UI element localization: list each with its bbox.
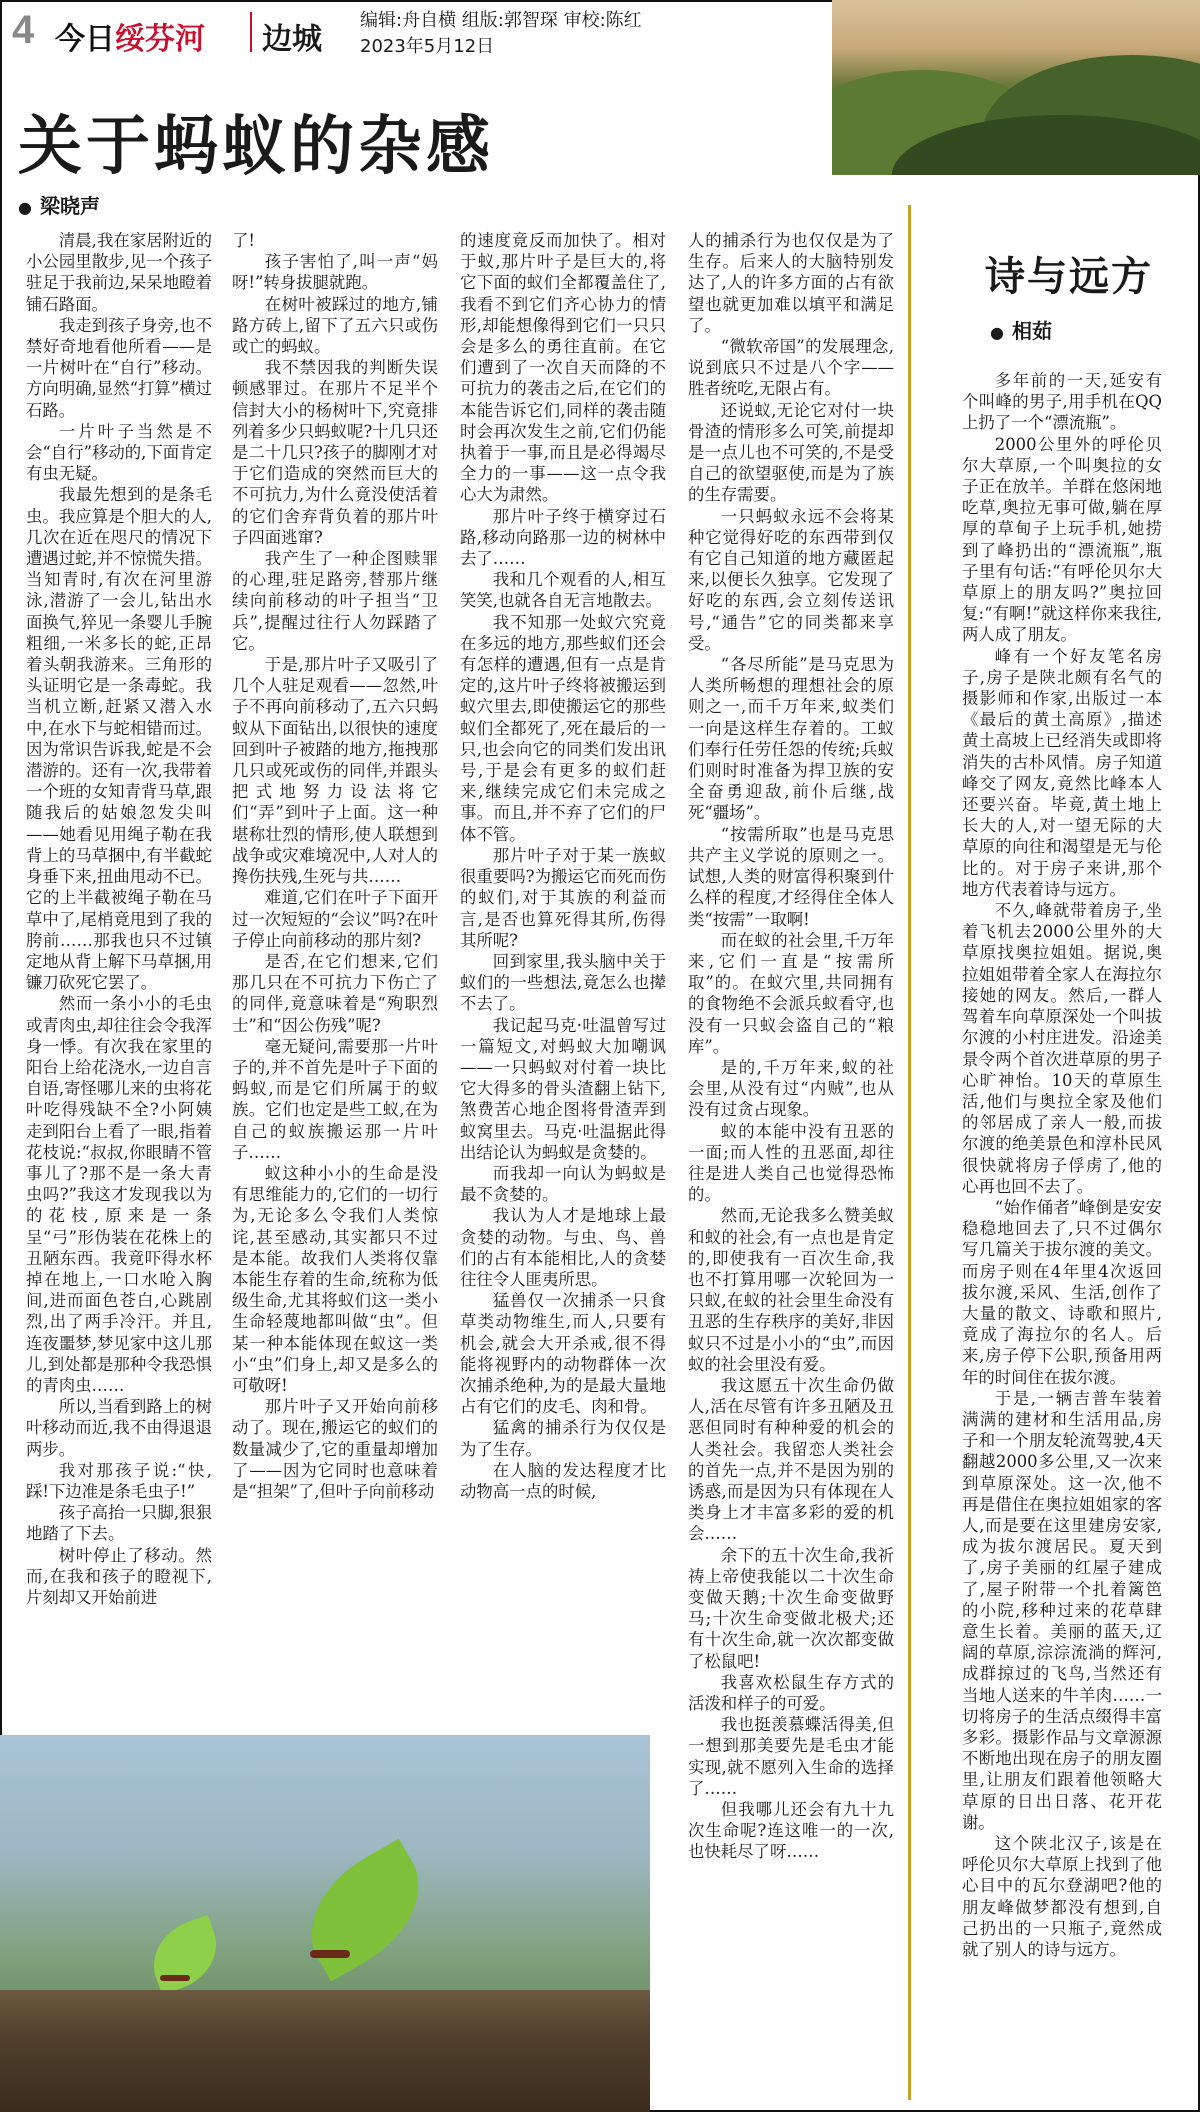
article-paragraph: 猛禽的捕杀行为仅仅是为了生存。 — [460, 1418, 666, 1459]
editorial-credits — [360, 8, 642, 60]
poem-paragraph: 这个陕北汉子,该是在呼伦贝尔大草原上找到了他心目中的瓦尔登湖吧?他的朋友峰做梦都没有想到,自己扔出的一只瓶子,竟然成就了别人的诗与远方。 — [962, 1834, 1162, 1960]
article-paragraph: 的速度竟反而加快了。相对于蚁,那片叶子是巨大的,将它下面的蚁们全都覆盖住了,我看不到它们齐心协力的情形,却能想像得到它们一只只会是多么的勇往直前。在它们遭到了一次自天而降的不可抗力的袭击之后,在它们的本能告诉它们,同样的袭击随时会再次发生之前,它们仍能执着于一事,而且是必得竭尽全力的一事——这一点令我心大为肃然。 — [460, 231, 666, 505]
issue-date: 2023年5月12日 — [360, 36, 495, 57]
article-paragraph: 是的,千万年来,蚁的社会里,从没有过“内贼”,也从没有过贪占现象。 — [688, 1057, 894, 1120]
article-paragraph: 我不知那一处蚁穴究竟在多远的地方,那些蚁们还会有怎样的遭遇,但有一点是肯定的,这片叶子终将被搬运到蚁穴里去,即使搬运它的那些蚁们全都死了,死在最后的一只,也会向它的同类们发出讯号,于是会有更多的蚁们赶来,继续完成它们未完成之事。而且,并不弃了它们的尸体不管。 — [460, 612, 666, 844]
article-column-1 — [26, 230, 212, 1700]
newspaper-brand: 绥芬河 — [115, 22, 205, 57]
branch-in-photo — [0, 1990, 650, 2112]
article-paragraph: 我认为人才是地球上最贪婪的动物。与虫、鸟、兽们的占有本能相比,人的贪婪往往令人匪夷所思。 — [460, 1206, 666, 1289]
poem-column — [962, 370, 1162, 2090]
article-paragraph: 我喜欢松鼠生存方式的活泼和样子的可爱。 — [688, 1672, 894, 1714]
credits-line: 编辑:舟自横 组版:郭智琛 审校:陈红 — [360, 10, 642, 31]
article-paragraph: 我和几个观看的人,相互笑笑,也就各自无言地散去。 — [460, 570, 666, 611]
article-paragraph: 在人脑的发达程度才比动物高一点的时候, — [460, 1460, 666, 1501]
article-paragraph: 我不禁因我的判断失误顿感罪过。在那片不足半个信封大小的杨树叶下,究竟排列着多少只蚂蚁呢?十几只还是二十几只?孩子的脚刚才对于它们造成的突然而巨大的不可抗力,为什么竟没使活着的它们舍弃背负着的那片叶子四面逃窜? — [232, 358, 438, 547]
poem-paragraph: “始作俑者”峰倒是安安稳稳地回去了,只不过偶尔写几篇关于拔尔渡的美文。而房子则在4年里4次返回拔尔渡,采风、生活,创作了大量的散文、诗歌和照片,竟成了海拉尔的名人。后来,房子停下公职,预备用两年的时间住在拔尔渡。 — [962, 1197, 1162, 1387]
header-divider — [250, 12, 252, 52]
poem-byline: ● 相茹 — [990, 315, 1052, 344]
poem-section-title: 诗与远方 — [985, 253, 1153, 300]
article-paragraph: 而我却一向认为蚂蚁是最不贪婪的。 — [460, 1163, 666, 1205]
article-paragraph: 孩子害怕了,叫一声“妈呀!”转身拔腿就跑。 — [232, 252, 438, 293]
article-paragraph: 在树叶被踩过的地方,铺路方砖上,留下了五六只或伤或亡的蚂蚁。 — [232, 294, 438, 357]
article-paragraph: 蚁的本能中没有丑恶的一面;而人性的丑恶面,却往往是进人类自己也觉得恐怖的。 — [688, 1121, 894, 1205]
article-paragraph: 余下的五十次生命,我祈祷上帝使我能以二十次生命变做天鹅;十次生命变做野马;十次生命变做北极犬;还有十次生命,就一次次都变做了松鼠吧! — [688, 1545, 894, 1671]
article-paragraph: 我走到孩子身旁,也不禁好奇地看他所看——是一片树叶在“自行”移动。方向明确,显然“打算”横过石路。 — [26, 315, 212, 420]
article-paragraph: 然而,无论我多么赞美蚁和蚁的社会,有一点也是肯定的,即使我有一百次生命,我也不打算用哪一次轮回为一只蚁,在蚁的社会里生命没有丑恶的生存秩序的美好,非因蚁只不过是小小的“虫”,而因蚁的社会里没有爱。 — [688, 1206, 894, 1374]
article-paragraph: 我这愿五十次生命仍做人,活在尽管有许多丑陋及丑恶但同时有种种爱的机会的人类社会。我留恋人类社会的首先一点,并不是因为别的诱惑,而是因为只有体现在人类身上才丰富多彩的爱的机会…… — [688, 1375, 894, 1544]
article-paragraph: 我产生了一种企图赎罪的心理,驻足路旁,替那片继续向前移动的叶子担当“卫兵”,提醒过往行人勿踩踏了它。 — [232, 549, 438, 653]
article-title: 关于蚂蚁的杂感 — [18, 110, 494, 184]
poem-paragraph: 峰有一个好友笔名房子,房子是陕北颇有名气的摄影师和作家,出版过一本《最后的黄土高原》,描述黄土高坡上已经消失或即将消失的古朴风情。房子知道峰交了网友,竟然比峰本人还要兴奋。毕竟,黄土地上长大的人,对一望无际的大草原的向往和渴望是无与伦比的。对于房子来讲,那个地方代表着诗与远方。 — [962, 646, 1162, 899]
article-paragraph: 而在蚁的社会里,千万年来,它们一直是“按需所取”的。在蚁穴里,共同拥有的食物绝不会派兵蚁看守,也没有一只蚁会盗自己的“粮库”。 — [688, 930, 894, 1056]
article-paragraph: 回到家里,我头脑中关于蚁们的一些想法,竟怎么也撵不去了。 — [460, 951, 666, 1014]
section-name: 边城 — [262, 22, 322, 57]
article-paragraph: 人的捕杀行为也仅仅是为了生存。后来人的大脑特别发达了,人的许多方面的占有欲望也就更加难以填平和满足了。 — [688, 231, 894, 335]
article-column-4 — [688, 230, 894, 2100]
article-paragraph: 我也挺羡慕蝶活得美,但一想到那美要先是毛虫才能实现,就不愿列入生命的选择了…… — [688, 1715, 894, 1798]
article-paragraph: 我最先想到的是条毛虫。我应算是个胆大的人,几次在近在咫尺的情况下遭遇过蛇,并不惊慌失措。当知青时,有次在河里游泳,潜游了一会儿,钻出水面换气,猝见一条婴儿手腕粗细,一米多长的蛇,正昂着头朝我游来。三角形的头证明它是一条毒蛇。我当机立断,赶紧又潜入水中,在水下与蛇相错而过。因为常识告诉我,蛇是不会潜游的。还有一次,我带着一个班的女知青背马草,跟随我后的姑娘忽发尖叫——她看见用绳子勒在我背上的马草捆中,有半截蛇身垂下来,扭曲甩动不已。它的上半截被绳子勒在马草中了,尾梢竟甩到了我的胯前……那我也只不过镇定地从背上解下马草捆,用镰刀砍死它罢了。 — [26, 485, 212, 993]
page-number: 4 — [12, 8, 35, 52]
article-paragraph: 那片叶子又开始向前移动了。现在,搬运它的蚁们的数量减少了,它的重量却增加了——因为它同时也意味着是“担架”了,但叶子向前移动 — [232, 1397, 438, 1501]
article-paragraph: 于是,那片叶子又吸引了几个人驻足观看——忽然,叶子不再向前移动了,五六只蚂蚁从下面钻出,以很快的速度回到叶子被踏的地方,拖拽那几只或死或伤的同伴,并跟头把式地努力设法将它们“弄”到叶子上面。这一种堪称壮烈的情形,使人联想到战争或灾难境况中,人对人的搀伤扶残,生死与共…… — [232, 655, 438, 887]
column-divider-rule — [908, 205, 911, 2100]
article-paragraph: 但我哪儿还会有九十九次生命呢?连这唯一的一次,也快耗尽了呀…… — [688, 1800, 894, 1862]
article-paragraph: 所以,当看到路上的树叶移动而近,我不由得退退两步。 — [26, 1397, 212, 1459]
article-paragraph: 一只蚂蚁永远不会将某种它觉得好吃的东西带到仅有它自己知道的地方藏匿起来,以便长久独享。它发现了好吃的东西,会立刻传送讯号,“通告”它的同类都来享受。 — [688, 506, 894, 653]
article-paragraph: “微软帝国”的发展理念,说到底只不过是八个字——胜者统吃,无限占有。 — [688, 337, 894, 399]
newspaper-prefix: 今日 — [55, 22, 115, 57]
article-paragraph: 那片叶子终于横穿过石路,移动向路那一边的树林中去了…… — [460, 506, 666, 569]
poem-paragraph: 不久,峰就带着房子,坐着飞机去2000公里外的大草原找奥拉姐姐。据说,奥拉姐姐带着全家人在海拉尔接她的网友。然后,一群人驾着车向草原深处一个叫拔尔渡的小村庄进发。沿途美景令两个首次进草原的男子心旷神怡。10天的草原生活,他们与奥拉全家及他们的邻居成了亲人一般,而拔尔渡的绝美景色和淳朴民风很快就将房子俘虏了,他的心再也回不去了。 — [962, 901, 1162, 1196]
article-paragraph: 一片叶子当然是不会“自行”移动的,下面肯定有虫无疑。 — [26, 421, 212, 484]
poem-paragraph: 2000公里外的呼伦贝尔大草原,一个叫奥拉的女子正在放羊。羊群在悠闲地吃草,奥拉无事可做,躺在厚厚的草甸子上玩手机,她捞到了峰扔出的“漂流瓶”,瓶子里有句话:“有呼伦贝尔大草原上的朋友吗?”奥拉回复:“有啊!”就这样你来我往,两人成了朋友。 — [962, 434, 1162, 645]
article-paragraph: 还说蚁,无论它对付一块骨渣的情形多么可笑,前提却是一点儿也不可笑的,不是受自己的欲望驱使,而是为了族的生存需要。 — [688, 400, 894, 505]
article-paragraph: 清晨,我在家居附近的小公园里散步,见一个孩子驻足于我前边,呆呆地瞪着铺石路面。 — [26, 231, 212, 314]
article-column-2 — [232, 230, 438, 1700]
poem-paragraph: 于是,一辆吉普车装着满满的建材和生活用品,房子和一个朋友轮流驾驶,4天翻越2000多公里,又一次来到草原深处。这一次,他不再是借住在奥拉姐姐家的客人,而是要在这里建房安家,成为拔尔渡居民。夏天到了,房子美丽的红屋子建成了,屋子附带一个扎着篱笆的小院,移种过来的花草肆意生长着。美丽的蓝天,辽阔的草原,淙淙流淌的辉河,成群掠过的飞鸟,当然还有当地人送来的牛羊肉……一切将房子的生活点缀得丰富多彩。摄影作品与文章源源不断地出现在房子的朋友圈里,让朋友们跟着他领略大草原的日出日落、花开花谢。 — [962, 1388, 1162, 1832]
article-paragraph: 毫无疑问,需要那一片叶子的,并不首先是叶子下面的蚂蚁,而是它们所属于的蚁族。它们也定是些工蚁,在为自己的蚁族搬运那一片叶子…… — [232, 1036, 438, 1162]
article-paragraph: 然而一条小小的毛虫或青肉虫,却往往会令我浑身一悸。有次我在家里的阳台上给花浇水,一边自言自语,寄怪哪儿来的虫将花叶吃得残缺不全?小阿姨走到阳台上看了一眼,指着花枝说:“叔叔,你眼睛不管事儿了?那不是一条大青虫吗?”我这才发现我以为的花枝,原来是一条呈“弓”形伪装在花株上的丑陋东西。我竟吓得水杯掉在地上,一口水呛入胸间,进而面色苍白,心跳剧烈,出了两手冷汗。并且,连夜噩梦,梦见家中这儿那儿,到处都是那种令我恐惧的青肉虫…… — [26, 994, 212, 1395]
article-column-3 — [460, 230, 666, 1910]
poem-paragraph: 多年前的一天,延安有个叫峰的男子,用手机在QQ上扔了一个“漂流瓶”。 — [962, 371, 1162, 433]
article-paragraph: “各尽所能”是马克思为人类所畅想的理想社会的原则之一,而千万年来,蚁类们一向是这样生存着的。工蚁们奉行任劳任怨的传统;兵蚁们则时时准备为捍卫族的安全奋勇迎敌,前仆后继,战死“疆场”。 — [688, 655, 894, 823]
article-paragraph: 我对那孩子说:“快,踩!下边准是条毛虫子!” — [26, 1460, 212, 1501]
article-byline: ● 梁晓声 — [18, 190, 100, 219]
article-paragraph: 那片叶子对于某一族蚁很重要吗?为搬运它而死而伤的蚁们,对于其族的利益而言,是否也算死得其所,伤得其所呢? — [460, 845, 666, 950]
article-paragraph: 我记起马克·吐温曾写过一篇短文,对蚂蚁大加嘲讽——一只蚂蚁对付着一块比它大得多的骨头渣翻上钻下,煞费苦心地企图将骨渣弄到蚁窝里去。马克·吐温据此得出结论认为蚂蚁是贪婪的。 — [460, 1015, 666, 1162]
article-paragraph: 孩子高抬一只脚,狠狠地踏了下去。 — [26, 1503, 212, 1544]
article-paragraph: 是否,在它们想来,它们那几只在不可抗力下伤亡了的同伴,竟意味着是“殉职烈士”和“因公伤残”呢? — [232, 951, 438, 1035]
article-paragraph: 蚁这种小小的生命是没有思维能力的,它们的一切行为,无论多么令我们人类惊诧,甚至感动,其实都只不过是本能。故我们人类将仅靠本能生存着的生命,统称为低级生命,尤其将蚁们这一类小生命轻蔑地都叫做“虫”。但某一种本能体现在蚁这一类小“虫”们身上,却又是多么的可敬呀! — [232, 1163, 438, 1395]
grassland-photo — [832, 0, 1200, 175]
newspaper-name — [55, 14, 205, 58]
article-paragraph: “按需所取”也是马克思共产主义学说的原则之一。试想,人类的财富得积聚到什么样的程度,才经得住全体人类“按需”一取啊! — [688, 824, 894, 929]
article-paragraph: 树叶停止了移动。然而,在我和孩子的瞪视下,片刻却又开始前进 — [26, 1545, 212, 1607]
article-paragraph: 难道,它们在叶子下面开过一次短短的“会议”吗?在叶子停止向前移动的那片刻? — [232, 888, 438, 950]
article-paragraph: 了! — [232, 231, 255, 250]
article-paragraph: 猛兽仅一次捕杀一只食草类动物维生,而人,只要有机会,就会大开杀戒,很不得能将视野内的动物群体一次次捕杀绝种,为的是最大量地占有它们的皮毛、肉和骨。 — [460, 1291, 666, 1417]
